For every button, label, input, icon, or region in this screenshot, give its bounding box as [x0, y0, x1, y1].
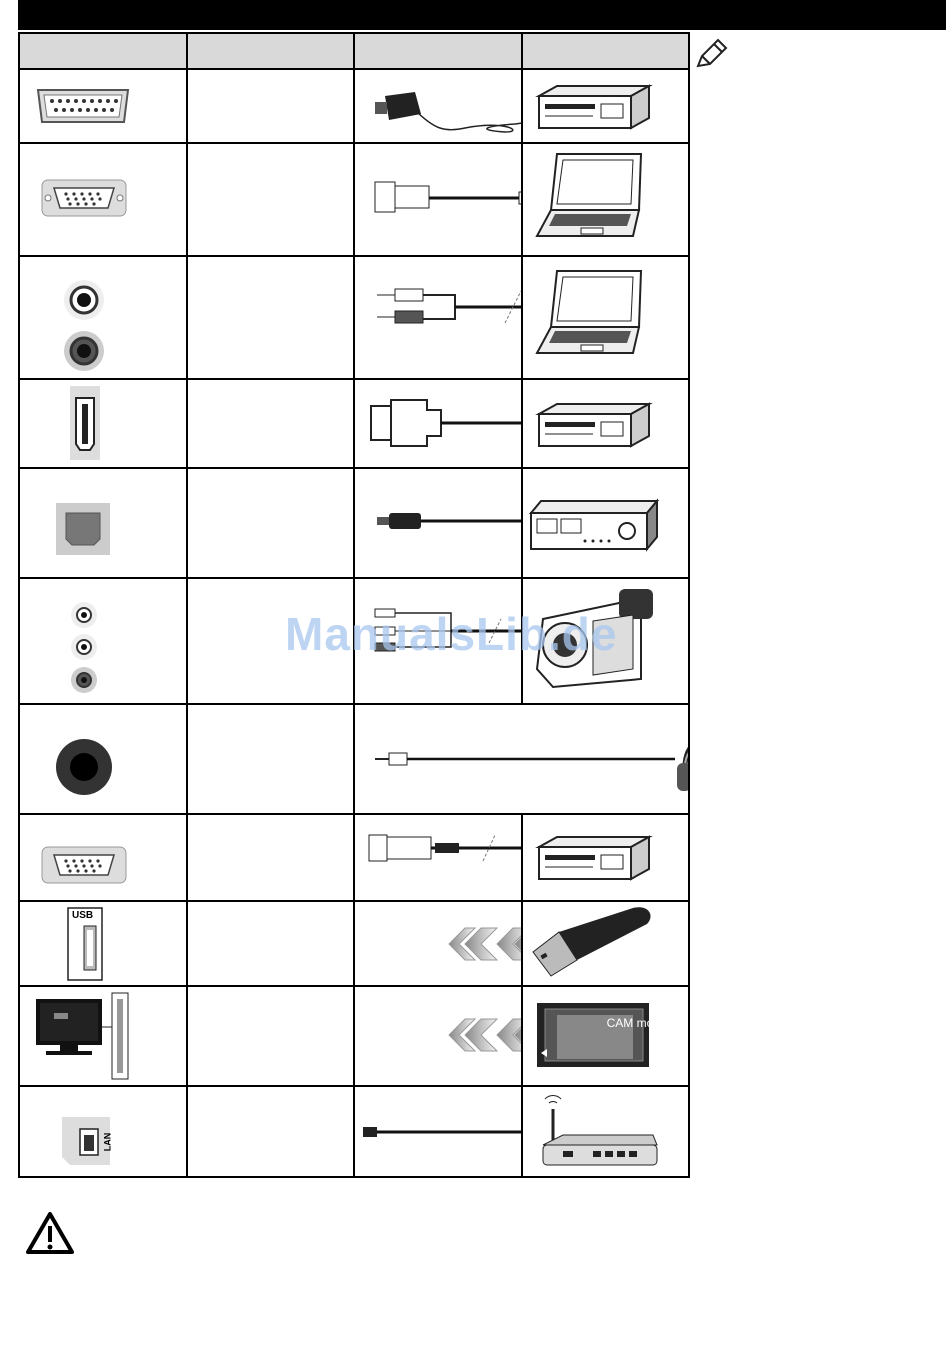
dvd-player-icon	[523, 70, 661, 142]
pencil-icon	[694, 36, 730, 70]
amplifier-icon	[523, 469, 661, 577]
insert-arrows-icon	[355, 987, 522, 1085]
table-row	[19, 256, 689, 379]
insert-arrows-icon	[355, 902, 522, 985]
table-row	[19, 69, 689, 143]
hdmi-port-icon	[20, 380, 146, 467]
watermark: ManualsLib.de	[285, 608, 618, 660]
lan-cable-icon	[355, 1087, 522, 1176]
optical-port-icon	[20, 469, 146, 577]
connection-table	[18, 32, 690, 1178]
table-row	[19, 468, 689, 578]
audio-cable-icon	[355, 257, 522, 378]
cam-module-icon	[523, 987, 661, 1085]
dvd-player-icon	[523, 380, 661, 467]
ypbpr-port-icon	[20, 815, 146, 900]
table-header-row	[19, 33, 689, 69]
usb-label: USB	[72, 910, 94, 921]
headphone-cable-icon	[355, 705, 689, 813]
headphones-icon	[677, 736, 689, 792]
lan-port-icon	[20, 1087, 146, 1176]
headphone-port-icon	[20, 705, 146, 813]
usb-stick-icon	[523, 902, 661, 985]
ypbpr-cable-icon	[355, 815, 522, 900]
cam-module-label: CAM module	[606, 1016, 676, 1030]
table-row	[19, 704, 689, 814]
table-row	[19, 143, 689, 256]
vga-cable-icon	[355, 144, 522, 255]
title-bar	[18, 0, 946, 30]
table-row	[19, 901, 689, 986]
dvd-player-icon	[523, 815, 661, 900]
lan-label: LAN	[102, 1132, 113, 1152]
header-cell-type	[187, 33, 355, 69]
scart-port-icon	[20, 70, 146, 142]
optical-cable-icon	[355, 469, 522, 577]
header-cell-device	[522, 33, 690, 69]
scart-cable-icon	[355, 70, 522, 142]
table-row	[19, 814, 689, 901]
table-row	[19, 1086, 689, 1177]
header-cell-cables	[354, 33, 522, 69]
audio-in-port-icon	[20, 257, 146, 378]
header-cell-connector	[19, 33, 187, 69]
warning-triangle-icon	[24, 1210, 76, 1256]
laptop-icon	[523, 144, 661, 255]
table-row	[19, 379, 689, 468]
ci-slot-icon	[20, 987, 146, 1085]
laptop-icon	[523, 257, 661, 378]
hdmi-cable-icon	[355, 380, 522, 467]
vga-port-icon	[20, 144, 146, 255]
table-row	[19, 986, 689, 1086]
av-port-icon	[20, 579, 146, 703]
router-icon	[523, 1087, 661, 1176]
